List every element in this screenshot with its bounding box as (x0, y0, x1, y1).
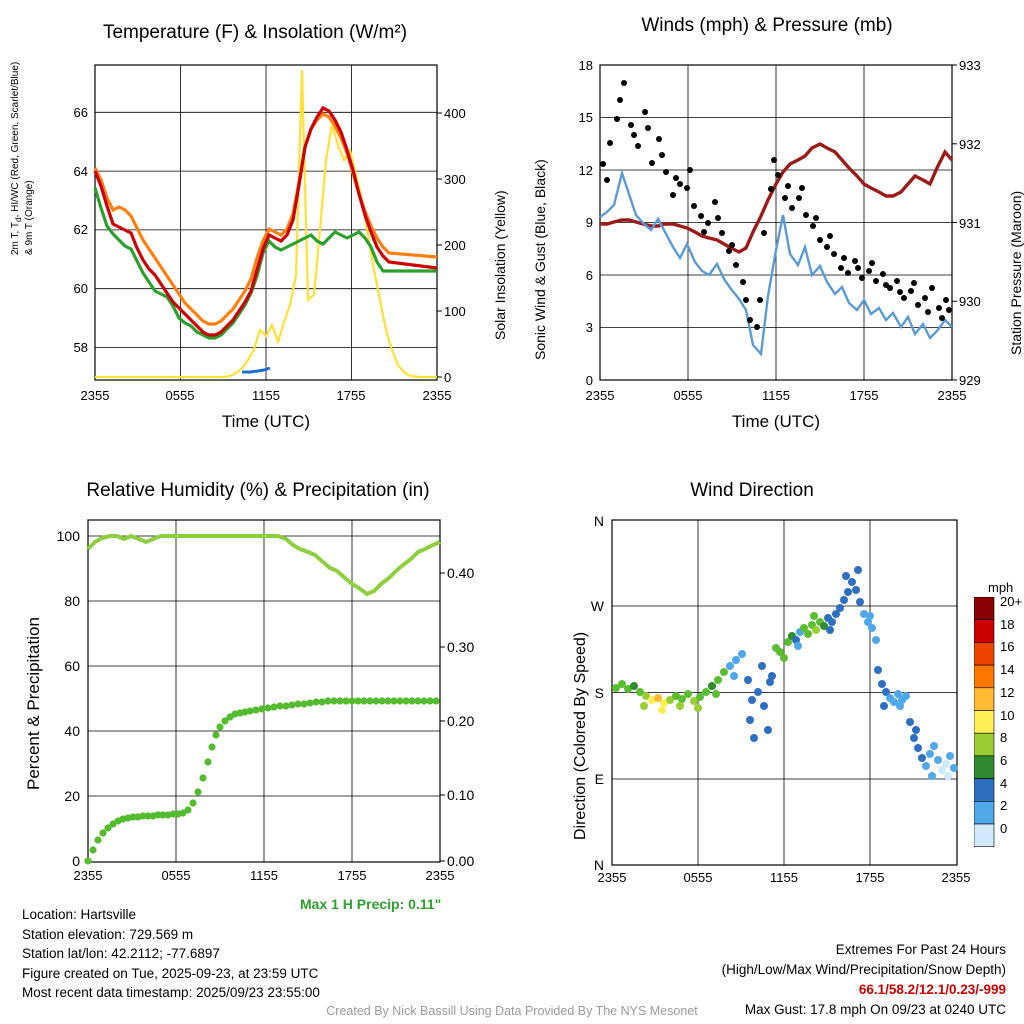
xtick-humidity-3: 1755 (337, 868, 367, 883)
svg-text:58: 58 (73, 340, 88, 355)
axis-label-temp-right: Solar Insolation (Yellow) (492, 190, 508, 340)
panel-winds (512, 0, 1024, 470)
svg-text:20: 20 (64, 788, 80, 804)
xtick-winddir-0: 2355 (597, 870, 627, 885)
svg-text:40: 40 (64, 723, 80, 739)
svg-text:930: 930 (959, 294, 981, 309)
axis-label-wind-right: Station Pressure (Maroon) (1008, 190, 1024, 355)
chart-title-wind-direction: Wind Direction (690, 480, 814, 501)
panel-humidity (0, 470, 512, 910)
panel-wind-direction (512, 470, 1024, 910)
svg-text:0: 0 (72, 853, 80, 869)
xtick-humidity-1: 0555 (161, 868, 191, 883)
max-precip-note: Max 1 H Precip: 0.11" (300, 896, 442, 912)
svg-text:12: 12 (578, 163, 593, 178)
xtick-wind-3: 1755 (849, 388, 879, 403)
svg-text:0.20: 0.20 (447, 713, 475, 729)
credit-line: Created By Nick Bassill Using Data Provided By The NYS Mesonet (326, 1004, 698, 1018)
svg-text:18: 18 (578, 58, 593, 73)
xtick-humidity-0: 2355 (73, 868, 103, 883)
legend-label-10: 0 (1000, 821, 1008, 837)
xtick-temp-2: 1155 (252, 388, 280, 403)
axis-label-humidity-left: Percent & Precipitation (24, 617, 43, 790)
svg-text:W: W (590, 598, 604, 614)
chart-title-humidity: Relative Humidity (%) & Precipitation (in) (86, 480, 430, 501)
svg-text:62: 62 (73, 222, 88, 237)
extremes-subheading: (High/Low/Max Wind/Precipitation/Snow Depth) (721, 962, 1006, 977)
svg-text:929: 929 (959, 373, 981, 388)
legend-title: mph (988, 580, 1014, 595)
xtick-temp-0: 2355 (80, 388, 110, 403)
station-location: Location: Hartsville (22, 907, 137, 922)
svg-text:3: 3 (585, 320, 593, 335)
xtick-wind-4: 2355 (937, 388, 967, 403)
max-gust: Max Gust: 17.8 mph On 09/23 at 0240 UTC (744, 1002, 1006, 1017)
humidity-plot (0, 470, 512, 910)
svg-text:60: 60 (73, 281, 88, 296)
panel-temperature (0, 0, 512, 470)
svg-text:64: 64 (73, 164, 88, 179)
most-recent-timestamp: Most recent data timestamp: 2025/09/23 23:55:00 (22, 985, 320, 1000)
svg-text:0.10: 0.10 (447, 787, 475, 803)
legend-label-0: 20+ (1000, 594, 1023, 609)
legend-label-5: 10 (1000, 707, 1015, 723)
xtick-wind-1: 0555 (673, 388, 703, 403)
svg-text:0.00: 0.00 (447, 853, 475, 869)
svg-text:300: 300 (444, 172, 466, 187)
xtick-winddir-2: 1155 (770, 870, 798, 885)
colorbar-swatches (974, 597, 996, 847)
svg-text:6: 6 (585, 268, 593, 283)
station-info (22, 905, 320, 1003)
legend-label-4: 12 (1000, 684, 1015, 700)
axis-label-wind-left: Sonic Wind & Gust (Blue, Black) (532, 159, 548, 360)
xtick-winddir-1: 0555 (683, 870, 713, 885)
svg-text:100: 100 (444, 304, 466, 319)
chart-title-temperature: Temperature (F) & Insolation (W/m²) (102, 22, 408, 43)
station-elevation: Station elevation: 729.569 m (22, 926, 194, 942)
chart-title-winds: Winds (mph) & Pressure (mb) (641, 15, 893, 36)
svg-text:80: 80 (64, 593, 80, 609)
axis-label-temp-x: Time (UTC) (221, 412, 311, 431)
axis-label-winddir-left: Direction (Colored By Speed) (572, 631, 589, 840)
xtick-temp-4: 2355 (422, 388, 452, 403)
extremes-values: 66.1/58.2/12.1/0.23/-999 (858, 982, 1006, 997)
svg-text:0: 0 (585, 373, 593, 388)
svg-text:100: 100 (56, 528, 80, 544)
legend-label-3: 14 (1000, 662, 1015, 678)
station-latlon: Station lat/lon: 42.2112; -77.6897 (22, 946, 220, 961)
svg-text:N: N (593, 513, 604, 529)
svg-text:N: N (593, 857, 604, 873)
svg-text:66: 66 (73, 105, 88, 120)
axis-label-wind-x: Time (UTC) (731, 412, 821, 431)
svg-text:400: 400 (444, 106, 466, 121)
xtick-humidity-4: 2355 (425, 868, 455, 883)
legend-label-2: 16 (1000, 639, 1015, 655)
legend-label-8: 4 (1000, 775, 1008, 791)
svg-text:933: 933 (959, 58, 981, 73)
svg-text:15: 15 (578, 110, 593, 125)
axis-label-temp-left: 2m T, $T_d$, HI/WC (Red, Green, Scarlet/Blue) & 9m T (Orange) (10, 61, 35, 255)
xtick-temp-1: 0555 (165, 388, 195, 403)
svg-text:0.30: 0.30 (447, 639, 475, 655)
legend-colorbar (974, 580, 1022, 847)
xtick-temp-3: 1755 (336, 388, 366, 403)
legend-label-9: 2 (1000, 798, 1008, 814)
svg-text:60: 60 (64, 658, 80, 674)
svg-text:0.40: 0.40 (447, 565, 475, 581)
legend-label-6: 8 (1000, 730, 1008, 746)
xtick-winddir-4: 2355 (941, 870, 971, 885)
xtick-wind-0: 2355 (585, 388, 615, 403)
legend-label-7: 6 (1000, 752, 1008, 768)
svg-text:932: 932 (959, 137, 981, 152)
extremes-heading: Extremes For Past 24 Hours (835, 942, 1006, 957)
svg-text:0: 0 (444, 370, 452, 385)
xtick-winddir-3: 1755 (855, 870, 885, 885)
svg-text:E: E (594, 771, 604, 787)
svg-text:S: S (594, 685, 604, 701)
svg-text:931: 931 (959, 216, 981, 231)
xtick-humidity-2: 1155 (250, 868, 278, 883)
svg-text:9: 9 (585, 215, 593, 230)
svg-text:200: 200 (444, 238, 466, 253)
legend-label-1: 18 (1000, 616, 1015, 632)
figure-created: Figure created on Tue, 2025-09-23, at 23:59 UTC (22, 965, 319, 981)
xtick-wind-2: 1155 (762, 388, 790, 403)
